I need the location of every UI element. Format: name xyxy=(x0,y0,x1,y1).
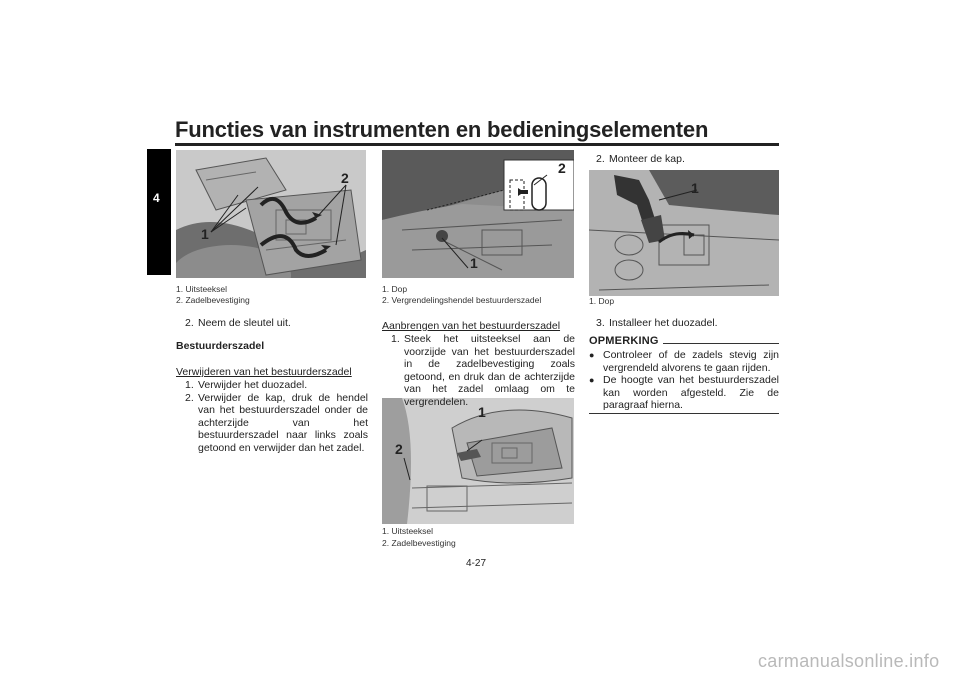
step-number: 1. xyxy=(185,379,194,391)
step-item xyxy=(185,379,368,392)
step-text: Installeer het duozadel. xyxy=(609,317,718,329)
note-bullet xyxy=(589,349,779,374)
note-end-rule xyxy=(589,413,779,414)
figure-cover-mount xyxy=(589,170,779,296)
figure-seat-bracket xyxy=(176,150,366,278)
bullet-text: De hoogte van het bestuurderszadel kan worden afgesteld. Zie de paragraaf hierna. xyxy=(603,374,779,412)
section-heading: Bestuurderszadel xyxy=(176,340,265,352)
page-title: Functies van instrumenten en bedieningselementen xyxy=(175,117,709,142)
watermark: carmanualsonline.info xyxy=(758,651,940,671)
step-item xyxy=(185,317,368,330)
step-number: 2. xyxy=(596,153,605,165)
note-bullet xyxy=(589,374,779,412)
callout-1: 1 xyxy=(201,226,209,242)
note-bullets xyxy=(589,349,779,412)
step-text: Neem de sleutel uit. xyxy=(198,317,291,329)
step-text: Verwijder de kap, druk de hendel van het bestuurderszadel onder de achterzijde van het bestuurderszadel naar links zoals getoond en verwijder dan het zadel. xyxy=(198,391,368,454)
callout-1: 1 xyxy=(478,404,486,420)
step-item xyxy=(596,317,779,330)
step-number: 2. xyxy=(185,317,194,329)
step-text: Steek het uitsteeksel aan de voorzijde van het bestuurderszadel in de zadelbevestiging zoals getoond, en druk dan de achterzijde van het zadel omlaag om te vergrendelen. xyxy=(404,333,575,408)
note-title: OPMERKING xyxy=(589,335,659,347)
step-number: 3. xyxy=(596,317,605,329)
figure-seat-install xyxy=(382,398,574,524)
figure-caption-item: 1. Dop xyxy=(382,284,408,294)
step-text: Monteer de kap. xyxy=(609,153,685,165)
bullet-icon: ● xyxy=(589,375,595,386)
step-item xyxy=(391,333,575,409)
page-number: 4-27 xyxy=(466,558,487,569)
step-number: 1. xyxy=(391,333,400,345)
callout-2: 2 xyxy=(395,441,403,457)
step-item xyxy=(596,153,779,166)
figure-caption-item: 1. Uitsteeksel xyxy=(176,284,228,294)
step-number: 2. xyxy=(185,391,194,404)
subsection-heading: Aanbrengen van het bestuurderszadel xyxy=(382,320,561,332)
step-item xyxy=(185,392,368,455)
step-text: Verwijder het duozadel. xyxy=(198,379,308,391)
chapter-tab xyxy=(147,149,171,275)
header-rule xyxy=(175,143,779,146)
figure-caption-item: 2. Vergrendelingshendel bestuurderszadel xyxy=(382,295,542,305)
figure-seat-lock-lever xyxy=(382,150,574,278)
callout-1: 1 xyxy=(470,255,478,271)
bullet-text: Controleer of de zadels stevig zijn vergrendeld alvorens te gaan rijden. xyxy=(603,349,779,374)
figure-caption-item: 1. Uitsteeksel xyxy=(382,526,434,536)
figure-caption-item: 2. Zadelbevestiging xyxy=(382,538,456,548)
step-list xyxy=(391,333,575,409)
subsection-heading: Verwijderen van het bestuurderszadel xyxy=(176,366,352,378)
callout-2: 2 xyxy=(341,170,349,186)
figure-caption-item: 1. Dop xyxy=(589,296,615,306)
chapter-number: 4 xyxy=(153,191,160,205)
step-list xyxy=(185,379,368,455)
callout-1: 1 xyxy=(691,180,699,196)
figure-caption-item: 2. Zadelbevestiging xyxy=(176,295,250,305)
bullet-icon: ● xyxy=(589,350,595,360)
note-title-rule xyxy=(663,343,779,344)
callout-2: 2 xyxy=(558,160,566,176)
